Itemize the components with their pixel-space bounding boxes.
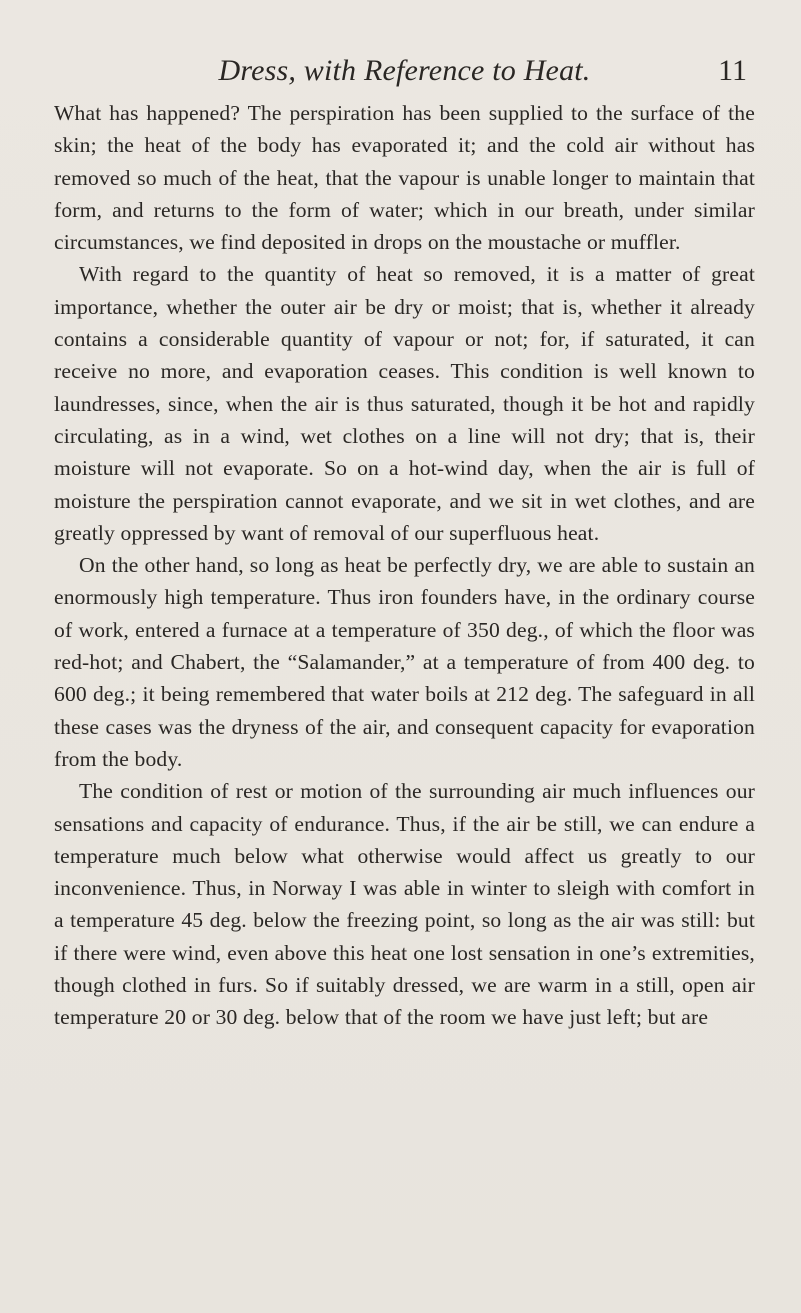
running-head <box>54 54 755 94</box>
paragraph-3: On the other hand, so long as heat be perfectly dry, we are able to sustain an enormously high temperature. Thus iron founders have, in the ordinary course of work, entered a furnace at a temperature of 350 deg., of which the floor was red-hot; and Chabert, the “Salamander,” at a temperature of from 400 deg. to 600 deg.; it being remembered that water boils at 212 deg. The safeguard in all these cases was the dryness of the air, and consequent capacity for evaporation from the body. <box>54 553 755 771</box>
running-title: Dress, with Reference to Heat. <box>218 54 591 87</box>
page-number: 11 <box>718 54 747 87</box>
paragraph-1: What has happened? The perspiration has been supplied to the surface of the skin; the heat of the body has evaporated it; and the cold air without has removed so much of the heat, that the vapour is unable longer to maintain that form, and returns to the form of water; which in our breath, under similar circumstances, we find deposited in drops on the moustache or muffler. <box>54 101 755 255</box>
paragraph-2: With regard to the quantity of heat so removed, it is a matter of great importance, whether the outer air be dry or moist; that is, whether it already contains a considerable quantity of vapour or not; for, if saturated, it can receive no more, and evaporation ceases. This condition is well known to laundresses, since, when the air is thus saturated, though it be hot and rapidly circulating, as in a wind, wet clothes on a line will not dry; that is, their moisture will not evaporate. So on a hot-wind day, when the air is full of moisture the perspiration cannot evaporate, and we sit in wet clothes, and are greatly oppressed by want of removal of our superfluous heat. <box>54 262 755 545</box>
body-text <box>54 97 755 1034</box>
paragraph-4: The condition of rest or motion of the surrounding air much influences our sensations and capacity of endurance. Thus, if the air be still, we can endure a temperature much below what otherwise would affect us greatly to our inconvenience. Thus, in Norway I was able in winter to sleigh with comfort in a temperature 45 deg. below the freezing point, so long as the air was still: but if there were wind, even above this heat one lost sensation in one’s extremities, though clothed in furs. So if suitably dressed, we are warm in a still, open air temperature 20 or 30 deg. below that of the room we have just left; but are <box>54 779 755 1030</box>
